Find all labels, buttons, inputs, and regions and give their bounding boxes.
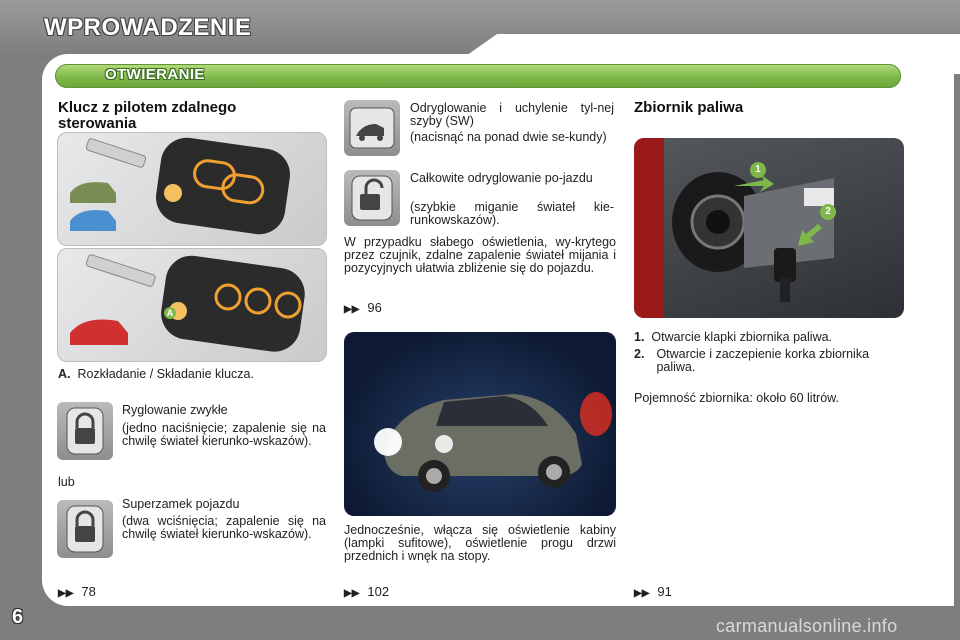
arrow-icon: ▶▶ bbox=[344, 588, 360, 599]
tailgate-icon bbox=[344, 100, 400, 156]
ref-78[interactable] bbox=[58, 584, 96, 599]
fuel-cap-image bbox=[634, 138, 904, 318]
arrow-icon: ▶▶ bbox=[344, 304, 360, 315]
caption-text: Rozkładanie / Składanie klucza. bbox=[77, 367, 254, 381]
tailgate-title: Odryglowanie i uchylenie tyl-nej szyby (SW) bbox=[410, 101, 614, 128]
interior-paragraph: Jednocześnie, włącza się oświetlenie kabiny (lampki sufitowe), oświetlenie progu drzwi przednich i wnęk na stopy. bbox=[344, 523, 616, 563]
car-night-image bbox=[344, 332, 616, 516]
ref-91[interactable] bbox=[634, 584, 672, 599]
arrow-icon: ▶▶ bbox=[634, 588, 650, 599]
ref-number: 78 bbox=[81, 584, 96, 599]
step-badge-2: 2 bbox=[820, 204, 836, 220]
car-night-illustration bbox=[344, 332, 616, 516]
lock1-title: Ryglowanie zwykłe bbox=[122, 403, 228, 417]
unlock-desc: (szybkie miganie świateł kie-runkowskazów). bbox=[410, 200, 614, 227]
fuel-capacity: Pojemność zbiornika: około 60 litrów. bbox=[634, 391, 839, 405]
key-heading: Klucz z pilotem zdalnego sterowania bbox=[58, 99, 237, 132]
lock1-desc: (jedno naciśnięcie; zapalenie się na chwilę świateł kierunko-wskazów). bbox=[122, 421, 326, 448]
step-text: Otwarcie klapki zbiornika paliwa. bbox=[651, 330, 833, 344]
section-title: OTWIERANIE bbox=[105, 66, 205, 83]
key-badge: A bbox=[164, 307, 176, 319]
or-text: lub bbox=[58, 475, 75, 489]
step-badge-1: 1 bbox=[750, 162, 766, 178]
fuel-cap-illustration bbox=[634, 138, 904, 318]
key-image-folded bbox=[57, 132, 327, 246]
ref-number: 91 bbox=[657, 584, 672, 599]
page-number: 6 bbox=[12, 606, 24, 628]
lighting-paragraph: W przypadku słabego oświetlenia, wy-krytego przez czujnik, zdalne zapalenie świateł mijania i pozycyjnych ułatwia zbliżenie się do pojazdu. bbox=[344, 235, 616, 275]
superlock-icon bbox=[57, 500, 113, 558]
ref-102[interactable] bbox=[344, 584, 389, 599]
step-number: 2. bbox=[634, 347, 645, 361]
superlock-icon-tile bbox=[57, 500, 113, 558]
arrow-icon: ▶▶ bbox=[58, 588, 74, 599]
step-text: Otwarcie i zaczepienie korka zbiornika paliwa. bbox=[656, 347, 870, 374]
caption-label: A. bbox=[58, 367, 71, 381]
lock2-desc: (dwa wciśnięcia; zapalenie się na chwilę świateł kierunko-wskazów). bbox=[122, 514, 326, 541]
key-unfolded-illustration bbox=[58, 249, 326, 361]
fuel-step-1 bbox=[634, 331, 904, 344]
fuel-heading: Zbiornik paliwa bbox=[634, 99, 744, 116]
fuel-step-2 bbox=[634, 348, 904, 374]
key-caption bbox=[58, 368, 328, 381]
unlock-icon bbox=[344, 170, 400, 226]
key-image-unfolded bbox=[57, 248, 327, 362]
key-folded-illustration bbox=[58, 133, 326, 245]
tailgate-icon-tile bbox=[344, 100, 400, 156]
unlock-icon-tile bbox=[344, 170, 400, 226]
step-number: 1. bbox=[634, 330, 645, 344]
tailgate-desc: (nacisnąć na ponad dwie se-kundy) bbox=[410, 130, 607, 144]
ref-96[interactable] bbox=[344, 300, 382, 315]
lock-icon-tile bbox=[57, 402, 113, 460]
lock2-title: Superzamek pojazdu bbox=[122, 497, 240, 511]
page-title: WPROWADZENIE bbox=[44, 14, 252, 41]
ref-number: 96 bbox=[367, 300, 382, 315]
watermark: carmanualsonline.info bbox=[716, 616, 898, 636]
lock-icon bbox=[57, 402, 113, 460]
ref-number: 102 bbox=[367, 584, 390, 599]
unlock-title: Całkowite odryglowanie po-jazdu bbox=[410, 171, 593, 185]
